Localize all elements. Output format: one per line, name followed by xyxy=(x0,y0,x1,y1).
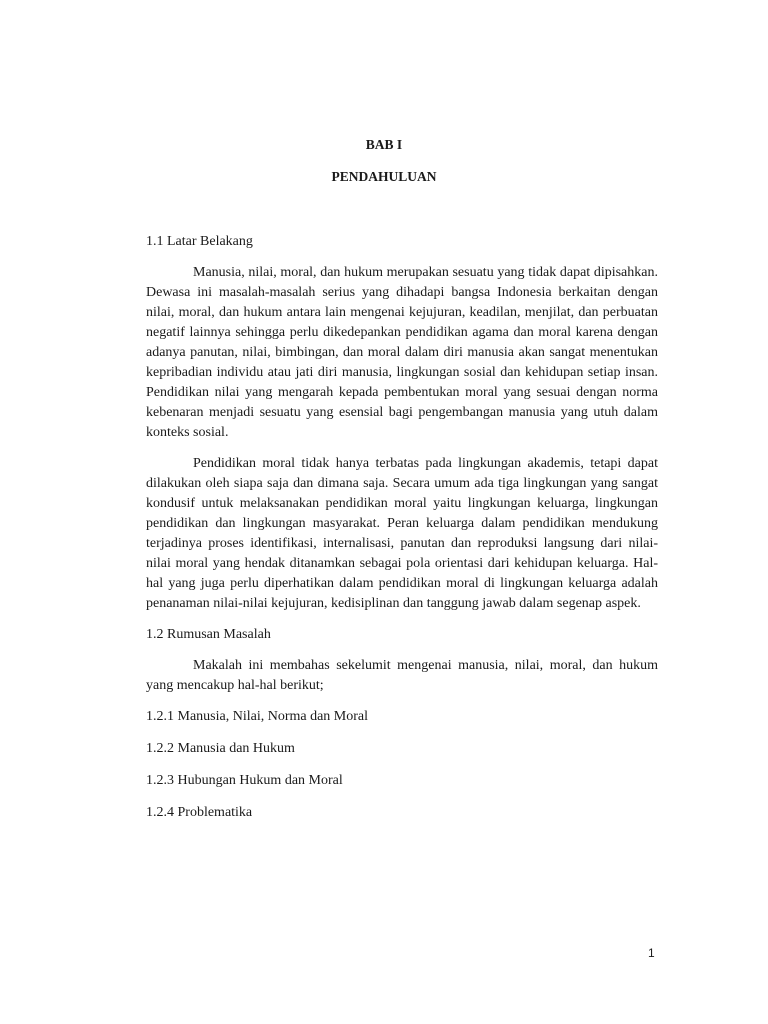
list-item: 1.2.3 Hubungan Hukum dan Moral xyxy=(146,773,343,788)
paragraph: Pendidikan moral tidak hanya terbatas pada lingkungan akademis, tetapi dapat dilakukan oleh siapa saja dan dimana saja. Secara umum ada tiga lingkungan yang sangat kondusif untuk melaksanakan pendidikan moral yaitu lingkungan keluarga, lingkungan pendidikan dan lingkungan masyarakat. Peran keluarga dalam pendidikan mendukung terjadinya proses identifikasi, internalisasi, panutan dan reproduksi langsung dari nilai-nilai moral yang hendak ditanamkan sebagai pola orientasi dari kehidupan keluarga. Hal-hal yang juga perlu diperhatikan dalam pendidikan moral di lingkungan keluarga adalah penanaman nilai-nilai kejujuran, kedisiplinan dan tanggung jawab dalam segenap aspek. xyxy=(146,456,658,611)
page-number: 1 xyxy=(648,946,655,960)
paragraph: Manusia, nilai, moral, dan hukum merupakan sesuatu yang tidak dapat dipisahkan. Dewasa ini masalah-masalah serius yang dihadapi bangsa Indonesia berkaitan dengan nilai, moral, dan hukum antara lain mengenai kejujuran, keadilan, menjilat, dan perbuatan negatif lainnya sehingga perlu dikedepankan pendidikan agama dan moral karena dengan adanya panutan, nilai, bimbingan, dan moral dalam diri manusia akan sangat menentukan kepribadian individu atau jati diri manusia, lingkungan sosial dan kehidupan setiap insan. Pendidikan nilai yang mengarah kepada pembentukan moral yang sesuai dengan norma kebenaran menjadi sesuatu yang esensial bagi pengembangan manusia yang utuh dalam konteks sosial. xyxy=(146,265,658,440)
document-body xyxy=(146,232,658,835)
list-item: 1.2.4 Problematika xyxy=(146,805,253,820)
chapter-title: PENDAHULUAN xyxy=(331,169,437,184)
chapter-number: BAB I xyxy=(365,137,403,152)
list-item: 1.2.1 Manusia, Nilai, Norma dan Moral xyxy=(146,709,369,724)
paragraph-intro: Makalah ini membahas sekelumit mengenai manusia, nilai, moral, dan hukum yang mencakup hal-hal berikut; xyxy=(146,658,658,693)
section-heading-latar-belakang: 1.1 Latar Belakang xyxy=(146,234,253,249)
list-item: 1.2.2 Manusia dan Hukum xyxy=(146,741,295,756)
section-heading-rumusan-masalah: 1.2 Rumusan Masalah xyxy=(146,627,271,642)
